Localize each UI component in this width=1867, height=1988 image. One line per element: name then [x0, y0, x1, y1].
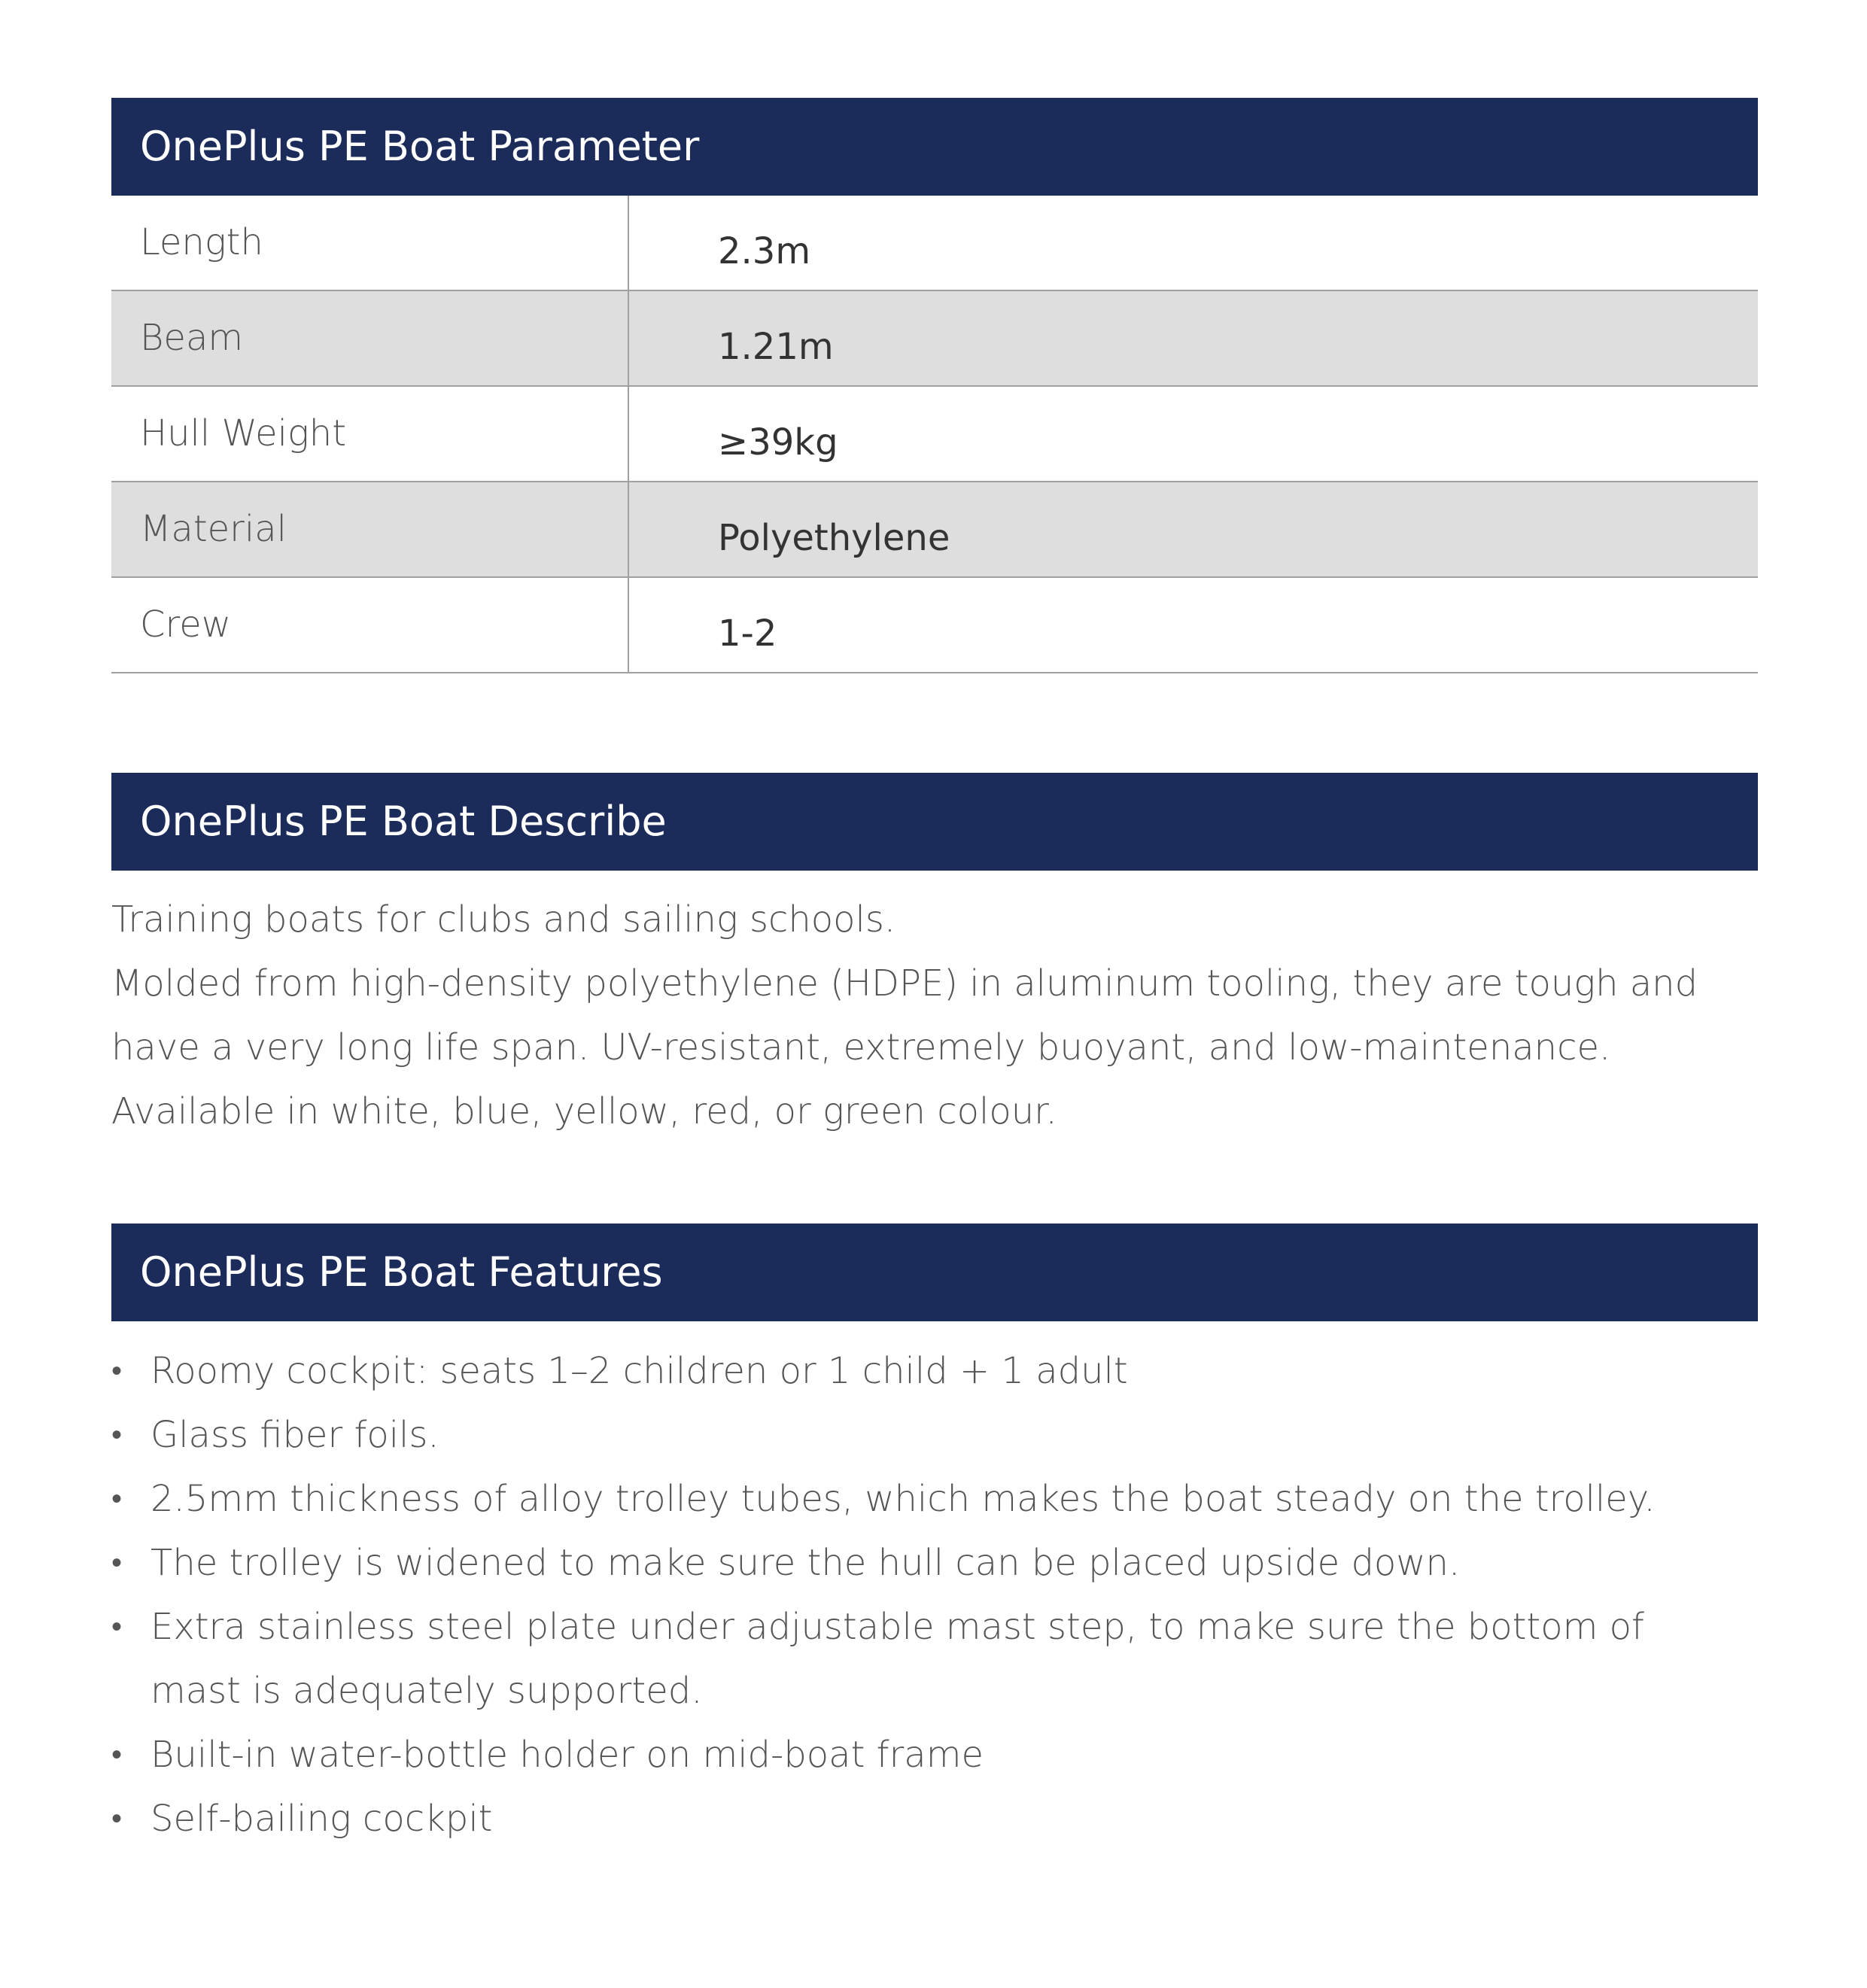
feature-text: Self-bailing cockpit: [151, 1798, 493, 1840]
column-divider: [628, 291, 629, 387]
param-name: Crew: [140, 603, 231, 646]
bullet-icon: •: [111, 1737, 123, 1772]
list-item: [111, 1595, 1707, 1723]
param-name: Beam: [140, 317, 244, 359]
param-value: Polyethylene: [718, 517, 950, 559]
description-paragraph: Molded from high-density polyethylene (HDPE) in aluminum tooling, they are tough and have a very long life span. UV-resistant, extremely buoyant, and low-maintenance. Available in white, blue, yellow, red, or green colour.: [111, 962, 1698, 1132]
param-name: Length: [140, 221, 263, 263]
bullet-icon: •: [111, 1354, 123, 1388]
parameter-table: [111, 196, 1758, 673]
list-item: [111, 1467, 1707, 1531]
feature-text: Extra stainless steel plate under adjustable mast step, to make sure the bottom of mast is adequately supported.: [151, 1606, 1644, 1712]
bullet-icon: •: [111, 1546, 123, 1580]
bullet-icon: •: [111, 1482, 123, 1516]
param-value: 2.3m: [718, 230, 811, 272]
column-divider: [628, 196, 629, 291]
param-name: Hull Weight: [140, 412, 347, 454]
feature-text: The trolley is widened to make sure the hull can be placed upside down.: [151, 1542, 1461, 1584]
description-text: [111, 888, 1707, 1144]
list-item: [111, 1723, 1707, 1787]
table-row: [111, 196, 1758, 291]
list-item: [111, 1531, 1707, 1595]
column-divider: [628, 482, 629, 578]
param-value: 1-2: [718, 613, 777, 655]
bullet-icon: •: [111, 1801, 123, 1836]
param-name: Material: [140, 508, 287, 550]
feature-text: 2.5mm thickness of alloy trolley tubes, which makes the boat steady on the trolley.: [151, 1478, 1656, 1520]
bullet-icon: •: [111, 1418, 123, 1452]
table-row: [111, 578, 1758, 673]
bullet-icon: •: [111, 1610, 123, 1644]
description-paragraph: Training boats for clubs and sailing schools.: [111, 898, 896, 941]
describe-section-title: OnePlus PE Boat Describe: [111, 773, 1758, 871]
param-value: ≥39kg: [718, 421, 838, 464]
list-item: [111, 1339, 1707, 1403]
feature-text: Roomy cockpit: seats 1–2 children or 1 child + 1 adult: [151, 1350, 1128, 1392]
table-row: [111, 482, 1758, 578]
features-list: [111, 1339, 1707, 1851]
param-value: 1.21m: [718, 326, 834, 368]
column-divider: [628, 578, 629, 673]
table-row: [111, 291, 1758, 387]
list-item: [111, 1787, 1707, 1851]
table-row: [111, 387, 1758, 482]
features-section-title: OnePlus PE Boat Features: [111, 1224, 1758, 1321]
feature-text: Glass fiber foils.: [151, 1414, 439, 1456]
feature-text: Built-in water-bottle holder on mid-boat frame: [151, 1734, 984, 1776]
parameter-section-title: OnePlus PE Boat Parameter: [111, 98, 1758, 196]
column-divider: [628, 387, 629, 482]
list-item: [111, 1403, 1707, 1467]
